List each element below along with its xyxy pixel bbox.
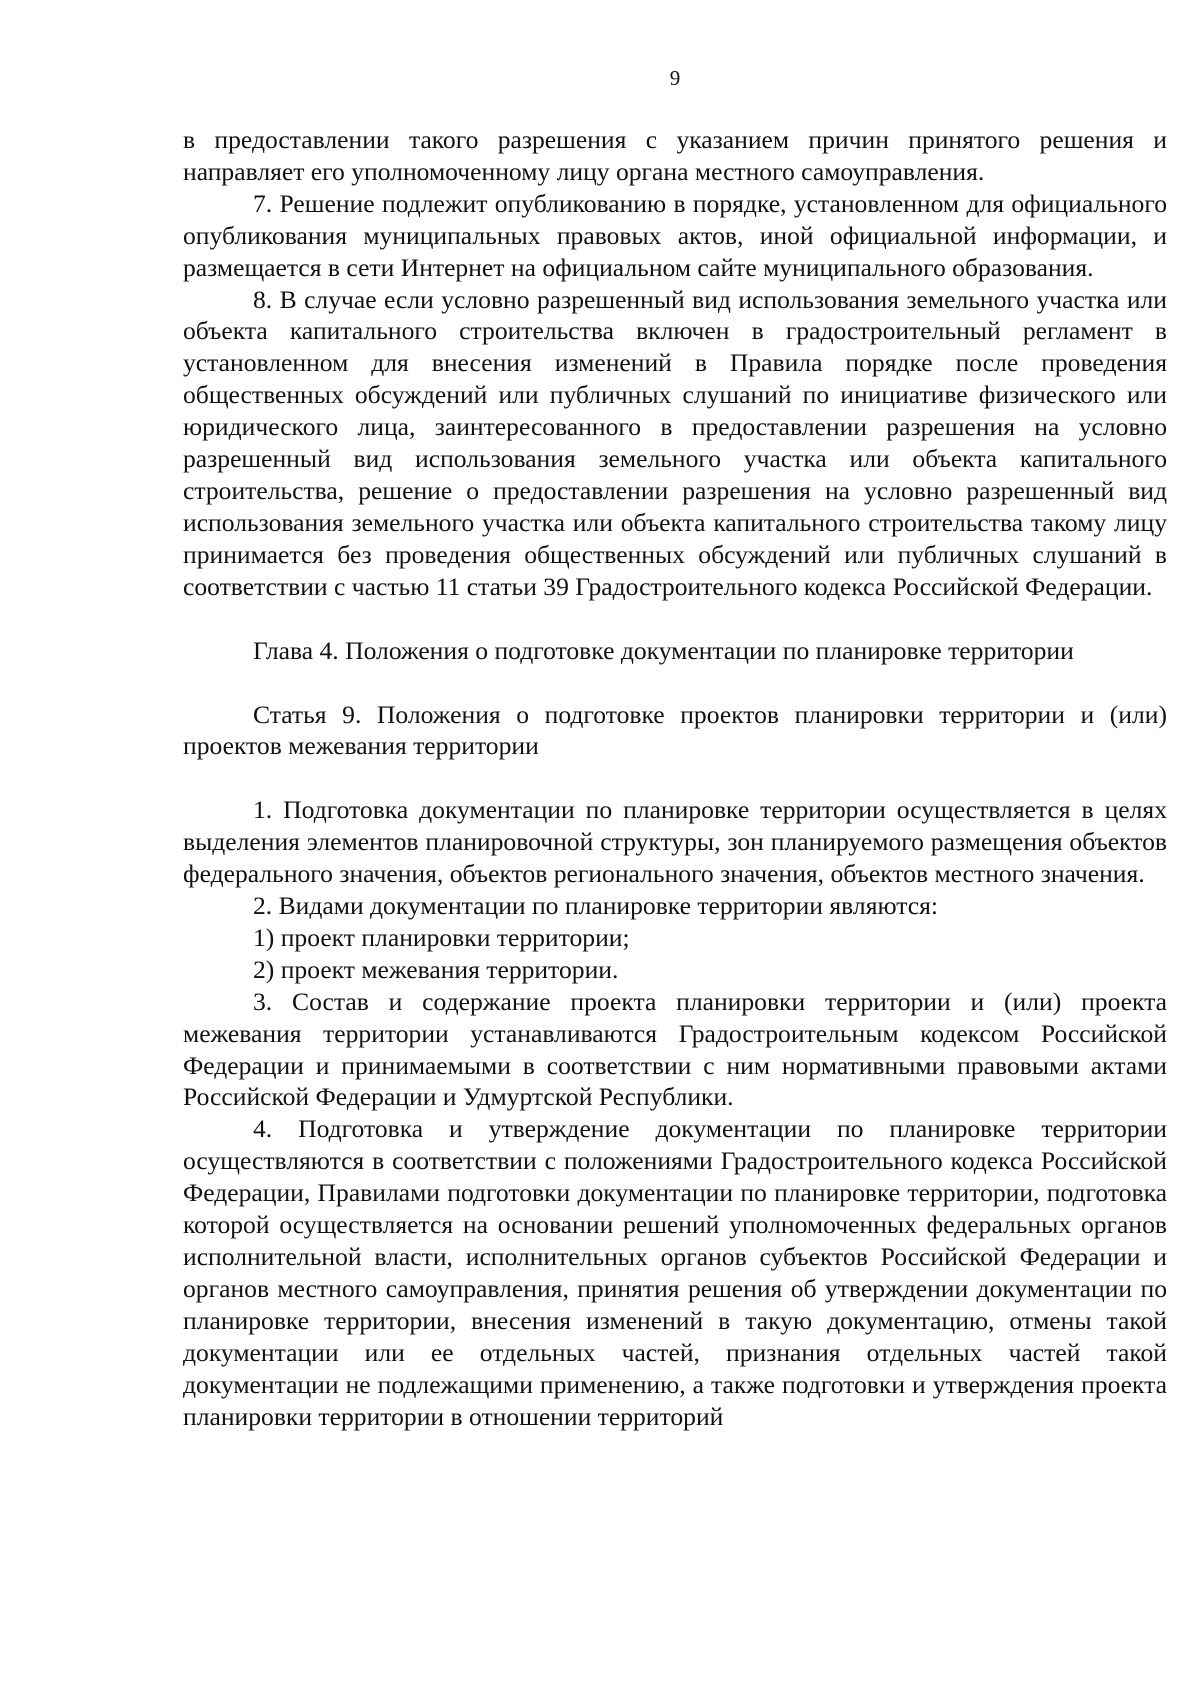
document-body <box>183 124 1167 1432</box>
article-item-4: 4. Подготовка и утверждение документации по планировке территории осуществляются в соответствии с положениями Градостроительного кодекса Российской Федерации, Правилами подготовки документации по планировке территории, подготовка которой осуществляется на основании решений уполномоченных федеральных органов исполнительной власти, исполнительных органов субъектов Российской Федерации и органов местного самоуправления, принятия решения об утверждении документации по планировке территории, внесения изменений в такую документацию, отмены такой документации или ее отдельных частей, признания отдельных частей такой документации не подлежащими применению, а также подготовки и утверждения проекта планировки территории в отношении территорий <box>183 1114 1167 1431</box>
paragraph-8: 8. В случае если условно разрешенный вид использования земельного участка или объекта капитального строительства включен в градостроительный регламент в установленном для внесения изменений в Правила порядке после проведения общественных обсуждений или публичных слушаний по инициативе физического или юридического лица, заинтересованного в предоставлении разрешения на условно разрешенный вид использования земельного участка или объекта капитального строительства, решение о предоставлении разрешения на условно разрешенный вид использования земельного участка или объекта капитального строительства такому лицу принимается без проведения общественных обсуждений или публичных слушаний в соответствии с частью 11 статьи 39 Градостроительного кодекса Российской Федерации. <box>183 284 1167 601</box>
article-heading: Статья 9. Положения о подготовке проектов планировки территории и (или) проектов межевания территории <box>183 699 1167 761</box>
article-item-1: 1. Подготовка документации по планировке территории осуществляется в целях выделения элементов планировочной структуры, зон планируемого размещения объектов федерального значения, объектов регионального значения, объектов местного значения. <box>183 795 1167 889</box>
article-item-2-sub-2: 2) проект межевания территории. <box>253 954 619 984</box>
chapter-heading: Глава 4. Положения о подготовке документации по планировке территории <box>253 635 1074 665</box>
page-number: 9 <box>669 66 681 90</box>
paragraph-7: 7. Решение подлежит опубликованию в порядке, установленном для официального опубликования муниципальных правовых актов, иной официальной информации, и размещается в сети Интернет на официальном сайте муниципального образования. <box>183 188 1167 282</box>
article-item-3: 3. Состав и содержание проекта планировки территории и (или) проекта межевания территории устанавливаются Градостроительным кодексом Российской Федерации и принимаемыми в соответствии с ним нормативными правовыми актами Российской Федерации и Удмуртской Республики. <box>183 986 1167 1112</box>
paragraph-continued: в предоставлении такого разрешения с указанием причин принятого решения и направляет его уполномоченному лицу органа местного самоуправления. <box>183 125 1167 186</box>
article-item-2: 2. Видами документации по планировке территории являются: <box>253 891 938 921</box>
article-item-2-sub-1: 1) проект планировки территории; <box>253 922 630 952</box>
